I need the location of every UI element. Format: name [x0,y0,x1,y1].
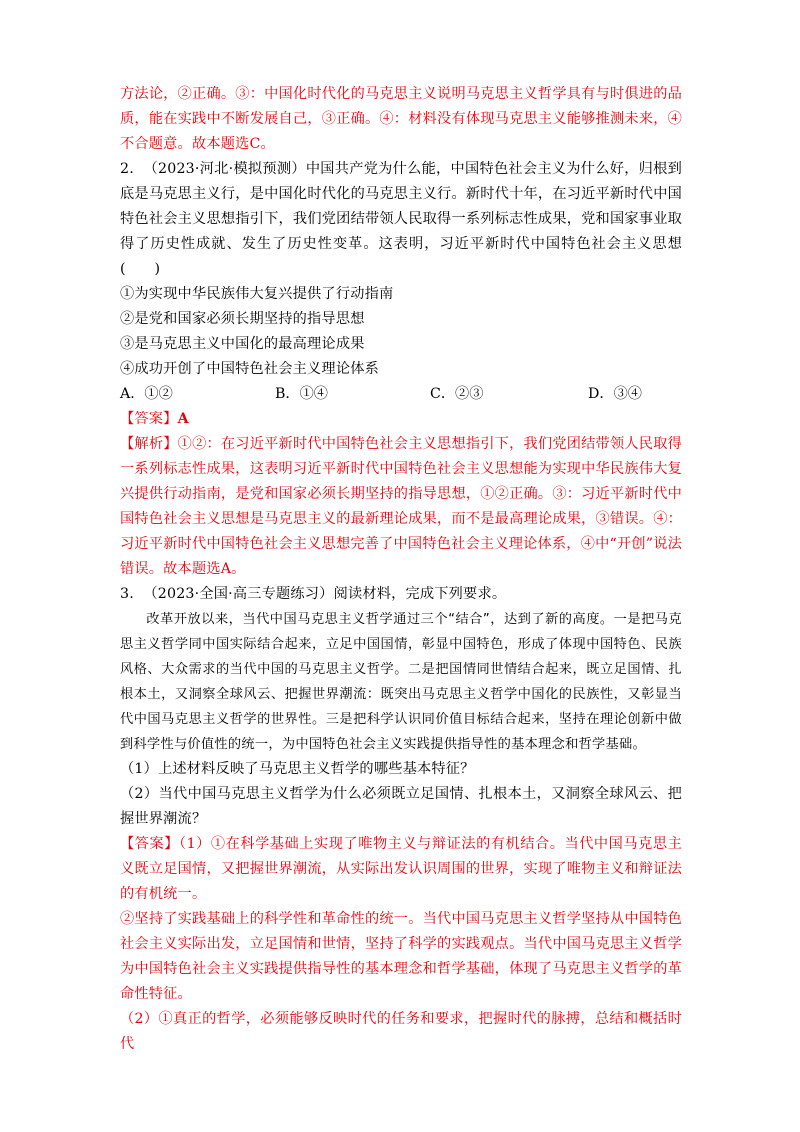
question-source: （2023·全国·高三专题练习） [143,586,334,602]
answer-value: A [177,411,189,427]
question-3-stem [120,582,682,607]
option-c: C．②③ [430,386,484,402]
question-number: 3. [120,586,134,602]
question-text: 中国共产党为什么能，中国特色社会主义为什么好，归根到底是马克思主义行，是中国化时代化的马克思主义行。新时代十年，在习近平新时代中国特色社会主义思想指引下，我们党团结带领人民取得一系列标志性成果，党和国家事业取得了历史性成就、发生了历史性变革。这表明，习近平新时代中国特色社会主义思想( ) [120,161,683,277]
reading-material: 改革开放以来，当代中国马克思主义哲学通过三个“结合”，达到了新的高度。一是把马克思主义哲学同中国实际结合起来，立足中国国情，彰显中国特色，形成了体现中国特色、民族风格、大众需求的当代中国的马克思主义哲学。二是把国情同世情结合起来，既立足国情、扎根本土，又洞察全球风云、把握世界潮流：既突出马克思主义哲学中国化的民族性，又彰显当代中国马克思主义哲学的世界性。三是把科学认识同价值目标结合起来，坚持在理论创新中做到科学性与价值性的统一，为中国特色社会主义实践提供指导性的基本理念和哲学基础。 [120,612,682,752]
question-number: 2. [120,161,134,177]
answer-options [120,382,682,407]
statement-item-3: ③是马克思主义中国化的最高理论成果 [120,336,365,352]
answer-text: （1）①在科学基础上实现了唯物主义与辩证法的有机结合。当代中国马克思主义既立足国情，又把握世界潮流，从实际出发认识周围的世界，实现了唯物主义和辩证法的有机统一。 [120,836,682,902]
question-2-analysis [120,432,682,582]
question-3-answer-part1 [120,832,682,907]
question-3-answer-part3: （2）①真正的哲学，必须能够反映时代的任务和要求，把握时代的脉搏，总结和概括时代 [120,1011,682,1052]
sub-question-2: （2）当代中国马克思主义哲学为什么必须既立足国情、扎根本土，又洞察全球风云、把握世界潮流？ [120,786,682,827]
question-source: （2023·河北·模拟预测） [143,161,306,177]
question-text: 阅读材料，完成下列要求。 [333,586,507,602]
question-3-answer-part2: ②坚持了实践基础上的科学性和革命性的统一。当代中国马克思主义哲学坚持从中国特色社会主义实际出发，立足国情和世情，坚持了科学的实践观点。当代中国马克思主义哲学为中国特色社会主义实践提供指导性的基本理念和哲学基础，体现了马克思主义哲学的革命性特征。 [120,911,682,1002]
question-2-answer [120,407,682,432]
question-2-stem [120,157,682,282]
statement-item-2: ②是党和国家必须长期坚持的指导思想 [120,311,365,327]
analysis-text: ①②：在习近平新时代中国特色社会主义思想指引下，我们党团结带领人民取得一系列标志性成果，这表明习近平新时代中国特色社会主义思想能为实现中华民族伟大复兴提供行动指南，是党和国家必须长期坚持的指导思想，①②正确。③：习近平新时代中国特色社会主义思想是马克思主义的最新理论成果，而不是最高理论成果，③错误。④：习近平新时代中国特色社会主义思想完善了中国特色社会主义理论体系，④中“开创”说法错误。故本题选A。 [120,436,682,577]
option-d: D．③④ [588,386,642,402]
previous-analysis-tail: 方法论，②正确。③：中国化时代化的马克思主义说明马克思主义哲学具有与时俱进的品质，能在实践中不断发展自己，③正确。④：材料没有体现马克思主义能够推测未来，④不合题意。故本题选C。 [120,86,682,152]
sub-question-1: （1）上述材料反映了马克思主义哲学的哪些基本特征？ [120,761,475,777]
document-page [120,82,682,1057]
answer-label: 【答案】 [120,836,179,852]
statement-item-4: ④成功开创了中国特色社会主义理论体系 [120,361,379,377]
analysis-label: 【解析】 [120,436,178,452]
statement-item-1: ①为实现中华民族伟大复兴提供了行动指南 [120,286,394,302]
answer-label: 【答案】 [120,411,178,427]
option-b: B．①④ [275,386,328,402]
option-a: A．①② [120,386,173,402]
